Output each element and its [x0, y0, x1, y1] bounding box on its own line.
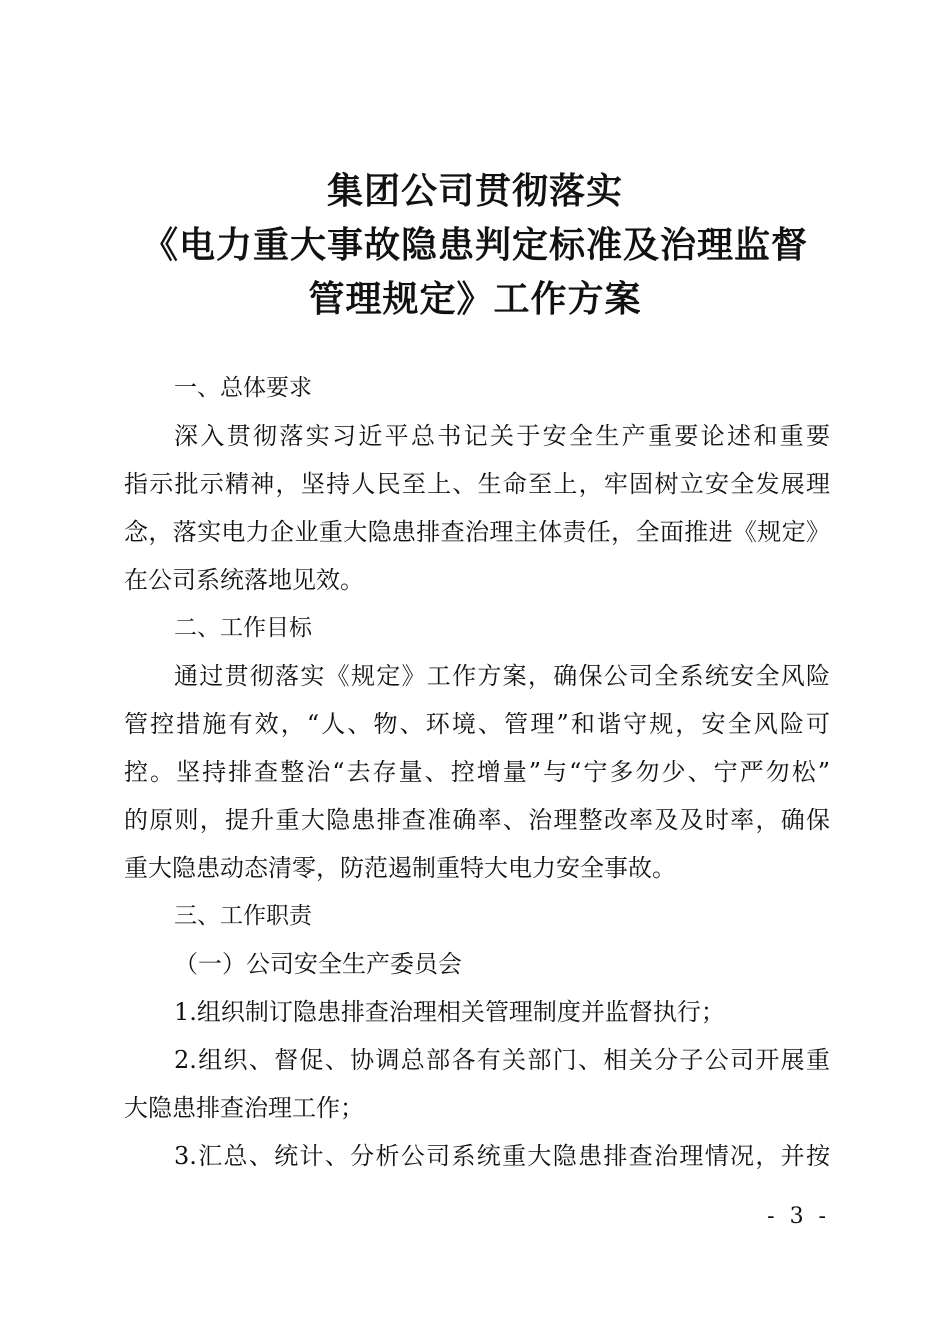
paragraph-line: 念，落实电力企业重大隐患排查治理主体责任，全面推进《规定》: [124, 518, 830, 546]
paragraph-line: 大隐患排查治理工作；: [124, 1094, 364, 1122]
section-heading-general: 一、总体要求: [174, 375, 312, 401]
paragraph-line: 2.组织、督促、协调总部各有关部门、相关分子公司开展重: [174, 1046, 830, 1074]
paragraph-goals: [124, 652, 830, 892]
paragraph-line: 深入贯彻落实习近平总书记关于安全生产重要论述和重要: [174, 422, 830, 450]
title-line-2: 《电力重大事故隐患判定标准及治理监督: [141, 224, 808, 266]
title-line-1: 集团公司贯彻落实: [326, 170, 623, 212]
document-body: [124, 364, 830, 1180]
title-line-3: 管理规定》工作方案: [308, 278, 642, 320]
paragraph-general: [124, 412, 830, 604]
list-item-3: 3.汇总、统计、分析公司系统重大隐患排查治理情况，并按: [174, 1142, 830, 1170]
paragraph-line: 指示批示精神，坚持人民至上、生命至上，牢固树立安全发展理: [124, 470, 830, 498]
paragraph-line: 通过贯彻落实《规定》工作方案，确保公司全系统安全风险: [174, 662, 830, 690]
paragraph-line: 控。坚持排查整治“去存量、控增量”与“宁多勿少、宁严勿松”: [124, 758, 830, 786]
list-item-1: 1.组织制订隐患排查治理相关管理制度并监督执行；: [174, 998, 725, 1026]
paragraph-line: 管控措施有效，“人、物、环境、管理”和谐守规，安全风险可: [124, 710, 830, 738]
page-number: - 3 -: [767, 1204, 830, 1229]
paragraph-line: 在公司系统落地见效。: [124, 566, 364, 594]
document-title: [60, 164, 890, 326]
section-heading-goals: 二、工作目标: [174, 615, 312, 641]
list-item-2: [124, 1036, 830, 1132]
paragraph-line: 的原则，提升重大隐患排查准确率、治理整改率及及时率，确保: [124, 806, 830, 834]
paragraph-line: 重大隐患动态清零，防范遏制重特大电力安全事故。: [124, 854, 676, 882]
section-heading-duties: 三、工作职责: [174, 903, 312, 929]
subsection-heading: （一）公司安全生产委员会: [174, 950, 462, 978]
